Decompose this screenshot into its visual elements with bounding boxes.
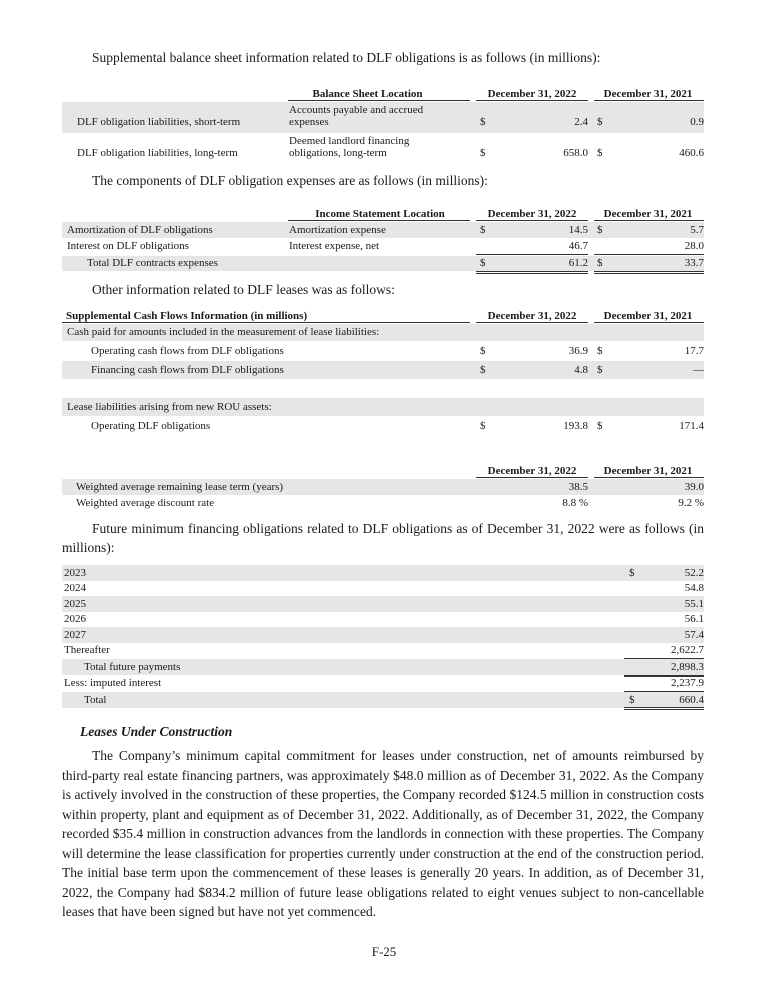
future-intro-line2: millions): [62, 540, 115, 555]
row-label: Financing cash flows from DLF obligations [91, 364, 284, 376]
currency-symbol: $ [480, 364, 486, 376]
row-location: Amortization expense [289, 224, 386, 236]
table-row [62, 133, 704, 164]
value-2021: 171.4 [679, 420, 704, 432]
currency-symbol: $ [480, 257, 486, 269]
row-label: Interest on DLF obligations [67, 240, 189, 252]
row-label: 2023 [64, 567, 86, 579]
header-cash-flows-title: Supplemental Cash Flows Information (in millions) [66, 310, 308, 322]
row-label: DLF obligation liabilities, long-term [77, 147, 238, 159]
row-label: Cash paid for amounts included in the measurement of lease liabilities: [67, 326, 380, 338]
balance-sheet-intro: Supplemental balance sheet information related to DLF obligations is as follows (in millions): [92, 50, 601, 65]
value-2021: 39.0 [684, 481, 704, 493]
value: 2,898.3 [671, 661, 704, 673]
page-number: F-25 [371, 944, 397, 959]
total-double-rule [594, 271, 704, 274]
row-label: 2027 [64, 629, 86, 641]
table-row [62, 238, 704, 254]
value-2022: 193.8 [563, 420, 588, 432]
table-row-total [62, 692, 704, 708]
row-label: Weighted average remaining lease term (years) [76, 481, 284, 493]
value-2021: 28.0 [684, 240, 704, 252]
header-underline [476, 477, 588, 478]
table-row [62, 596, 704, 612]
currency-symbol: $ [629, 694, 635, 706]
row-label: Operating cash flows from DLF obligations [91, 345, 284, 357]
table-row [62, 495, 704, 511]
row-location-line2: expenses [289, 116, 329, 128]
value-2022: 658.0 [563, 147, 588, 159]
table-row [62, 676, 704, 691]
value-2021: — [693, 364, 704, 376]
currency-symbol: $ [597, 224, 603, 236]
header-underline [476, 100, 588, 101]
row-label: Amortization of DLF obligations [67, 224, 213, 236]
total-double-rule [624, 707, 704, 710]
value-2022: 36.9 [568, 345, 588, 357]
value-2022: 2.4 [574, 116, 588, 128]
row-location-line1: Deemed landlord financing [289, 135, 410, 147]
row-label: Weighted average discount rate [76, 497, 215, 509]
header-underline [288, 100, 470, 101]
header-underline [594, 322, 704, 323]
value: 2,622.7 [671, 644, 704, 656]
total-double-rule [476, 271, 588, 274]
currency-symbol: $ [597, 345, 603, 357]
table-row [62, 361, 704, 379]
table-row-total [62, 256, 704, 271]
currency-symbol: $ [597, 257, 603, 269]
table-row-section [62, 398, 704, 416]
row-label: Total future payments [84, 661, 181, 673]
value-2022: 46.7 [568, 240, 588, 252]
header-dec-2022: December 31, 2022 [487, 88, 577, 100]
header-underline [288, 220, 470, 221]
row-location: Interest expense, net [289, 240, 380, 252]
currency-symbol: $ [480, 116, 486, 128]
table-row [62, 565, 704, 581]
value-2021: 33.7 [684, 257, 704, 269]
value: 660.4 [679, 694, 704, 706]
row-label: 2026 [64, 613, 86, 625]
currency-symbol: $ [597, 364, 603, 376]
header-income-statement-location: Income Statement Location [315, 208, 445, 220]
row-label: Total [84, 694, 107, 706]
table-row [62, 627, 704, 643]
value-2021: 9.2 % [678, 497, 704, 509]
row-label: Thereafter [64, 644, 110, 656]
value-2022: 8.8 % [562, 497, 588, 509]
currency-symbol: $ [480, 345, 486, 357]
header-underline [594, 100, 704, 101]
table-row-section [62, 324, 704, 341]
currency-symbol: $ [480, 420, 486, 432]
table-row [62, 416, 704, 436]
construction-paragraph: The Company’s minimum capital commitment for leases under construction, net of amounts reimbursed by third-party real estate financing partners, was approximately $48.0 million as of December 31, 2022. As the Company is actively involved in the construction of these properties, the Company recorded $124.5 million in construction costs within property, plant and equipment as of December 31, 2022. Additionally, as of December 31, 2022, the Company recorded $35.4 million in construction advances from the landlords in connection with these properties. The Company will determine the lease classification for properties currently under construction at the end of the construction period. The initial base term upon the commencement of these leases is generally 20 years. In addition, as of December 31, 2022, the Company had $834.2 million of future lease obligations related to eight venues subject to non-cancellable leases that have been signed but have not yet commenced. [62, 748, 704, 919]
value: 56.1 [684, 613, 704, 625]
row-label: Operating DLF obligations [91, 420, 211, 432]
value-2021: 460.6 [679, 147, 704, 159]
value-2021: 17.7 [684, 345, 704, 357]
value: 2,237.9 [671, 677, 704, 689]
value-2022: 4.8 [574, 364, 588, 376]
currency-symbol: $ [480, 147, 486, 159]
value: 57.4 [684, 629, 704, 641]
currency-symbol: $ [597, 420, 603, 432]
row-location-line2: obligations, long-term [289, 147, 387, 159]
table-row-subtotal [62, 659, 704, 675]
row-label: 2025 [64, 598, 86, 610]
table-row [62, 102, 704, 133]
header-dec-2022: December 31, 2022 [487, 208, 577, 220]
expenses-intro: The components of DLF obligation expenses are as follows (in millions): [92, 173, 488, 188]
row-label: Less: imputed interest [64, 677, 162, 689]
value-2021: 0.9 [690, 116, 704, 128]
header-underline [594, 477, 704, 478]
value: 55.1 [684, 598, 704, 610]
value-2022: 14.5 [568, 224, 588, 236]
currency-symbol: $ [597, 147, 603, 159]
table-row [62, 643, 704, 658]
currency-symbol: $ [480, 224, 486, 236]
total-rule [594, 254, 704, 255]
table-row [62, 581, 704, 596]
table-row [62, 479, 704, 495]
header-dec-2021: December 31, 2021 [603, 88, 693, 100]
header-balance-sheet-location: Balance Sheet Location [312, 88, 423, 100]
row-label: DLF obligation liabilities, short-term [77, 116, 241, 128]
header-underline [62, 322, 470, 323]
row-label: 2024 [64, 582, 86, 594]
row-location-line1: Accounts payable and accrued [289, 104, 424, 116]
future-intro-line1: Future minimum financing obligations related to DLF obligations as of December 31, 2022 were as follows (in [92, 521, 704, 536]
cash-flows-intro: Other information related to DLF leases was as follows: [92, 282, 395, 297]
header-dec-2022: December 31, 2022 [487, 310, 577, 322]
row-label: Lease liabilities arising from new ROU assets: [67, 401, 272, 413]
header-dec-2021: December 31, 2021 [603, 208, 693, 220]
value: 52.2 [684, 567, 704, 579]
value-2022: 61.2 [568, 257, 588, 269]
table-row [62, 222, 704, 238]
value-2021: 5.7 [690, 224, 704, 236]
section-heading: Leases Under Construction [80, 724, 233, 739]
total-rule [476, 254, 588, 255]
header-underline [476, 220, 588, 221]
row-label: Total DLF contracts expenses [87, 257, 218, 269]
table-row [62, 612, 704, 627]
currency-symbol: $ [597, 116, 603, 128]
value-2022: 38.5 [568, 481, 588, 493]
header-underline [476, 322, 588, 323]
currency-symbol: $ [629, 567, 635, 579]
header-dec-2021: December 31, 2021 [603, 465, 693, 477]
value: 54.8 [684, 582, 704, 594]
header-underline [594, 220, 704, 221]
header-dec-2021: December 31, 2021 [603, 310, 693, 322]
header-dec-2022: December 31, 2022 [487, 465, 577, 477]
table-row [62, 341, 704, 361]
